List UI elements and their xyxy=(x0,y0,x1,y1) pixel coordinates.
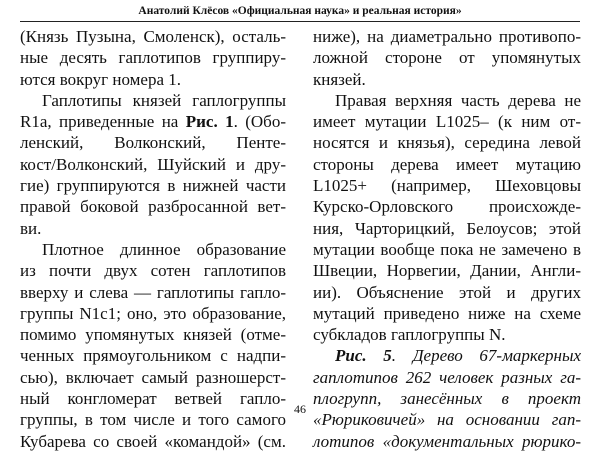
paragraph-line: Швеции, Норвегии, Дании, Англи- xyxy=(313,261,581,281)
paragraph-line: ченных прямоугольником с надпи- xyxy=(20,346,286,366)
paragraph-line: носятся и князья), середина левой xyxy=(313,133,581,153)
figure-caption-line: гаплотипов 262 человек разных га- xyxy=(313,367,581,387)
paragraph-line: ные десять гаплотипов группиру- xyxy=(20,48,286,68)
paragraph-line: мутаций приведено ниже на схеме xyxy=(313,303,581,323)
figure-reference: Рис. 1 xyxy=(185,112,234,132)
paragraph-line: ный конгломерат ветвей гапло- xyxy=(20,389,286,409)
paragraph-line: ложной стороне от упомянутых xyxy=(313,48,581,68)
page-number: 46 xyxy=(294,402,306,416)
paragraph-line: имеет мутации L1025– (к ним от- xyxy=(313,112,581,132)
paragraph-line: ются вокруг номера 1. xyxy=(20,69,182,89)
paragraph-line: помимо упомянутых князей (отме- xyxy=(20,325,286,345)
paragraph-line: (Князь Пузына, Смоленск), осталь- xyxy=(20,27,286,46)
running-header xyxy=(20,2,580,22)
paragraph-line: группы N1c1; оно, это образование, xyxy=(20,303,286,323)
paragraph-line: кост/Волконский, Шуйский и дру- xyxy=(20,154,286,174)
paragraph-line: Правая верхняя часть дерева не xyxy=(335,90,581,110)
left-column xyxy=(20,26,286,452)
paragraph-line: правой боковой разбросанной вет- xyxy=(20,197,286,217)
paragraph-line: стороны дерева имеет мутацию xyxy=(313,154,581,174)
paragraph-line: Гаплотипы князей гаплогруппы xyxy=(42,90,286,110)
paragraph-line: L1025+ (например, Шеховцовы xyxy=(313,176,581,196)
figure-caption-line: лотипов «документальных рюрико- xyxy=(313,431,581,451)
paragraph-line: ния, Чарторицкий, Белоусов; этой xyxy=(313,218,581,238)
paragraph-line: вверху и слева — гаплотипы гапло- xyxy=(20,282,286,302)
figure-caption-line xyxy=(313,345,581,366)
paragraph-line: Плотное длинное образование xyxy=(42,239,286,259)
paragraph-line: ви. xyxy=(20,218,42,238)
text-run: R1a, приведенные на xyxy=(20,112,179,132)
paragraph-line: ии). Объяснение этой и других xyxy=(313,282,581,302)
paragraph-line: из почти двух сотен гаплотипов xyxy=(20,261,286,281)
paragraph-line: ленский, Волконский, Пенте- xyxy=(20,133,286,153)
text-run: . Дерево 67-маркерных xyxy=(391,346,581,366)
paragraph-line: сью), включает самый разношерст- xyxy=(20,367,286,387)
caption-number: 5 xyxy=(383,346,392,366)
caption-label: Рис. xyxy=(335,346,367,366)
figure-caption-line: плогрупп, занесённых в проект xyxy=(313,389,581,409)
paragraph-line: Кубарева со своей «командой» (см. xyxy=(20,431,286,451)
running-title: Анатолий Клёсов «Официальная наука» и реальная история» xyxy=(138,5,462,17)
paragraph-line xyxy=(20,111,286,132)
figure-caption-line: «Рюриковичей» на основании гап- xyxy=(313,410,581,430)
paragraph-line: мутации вообще пока не замечено в xyxy=(313,239,581,259)
paragraph-line: Курско-Орловского происхожде- xyxy=(313,197,581,217)
paragraph-line: князей. xyxy=(313,69,366,89)
paragraph-line: субкладов гаплогруппы N. xyxy=(313,325,506,345)
right-column xyxy=(313,26,581,452)
paragraph-line: гие) группируются в нижней части xyxy=(20,176,286,196)
paragraph-line: группы, в том числе и того самого xyxy=(20,410,286,430)
text-run: . (Обо- xyxy=(233,112,286,132)
paragraph-line: ниже), на диаметрально противопо- xyxy=(313,27,581,46)
